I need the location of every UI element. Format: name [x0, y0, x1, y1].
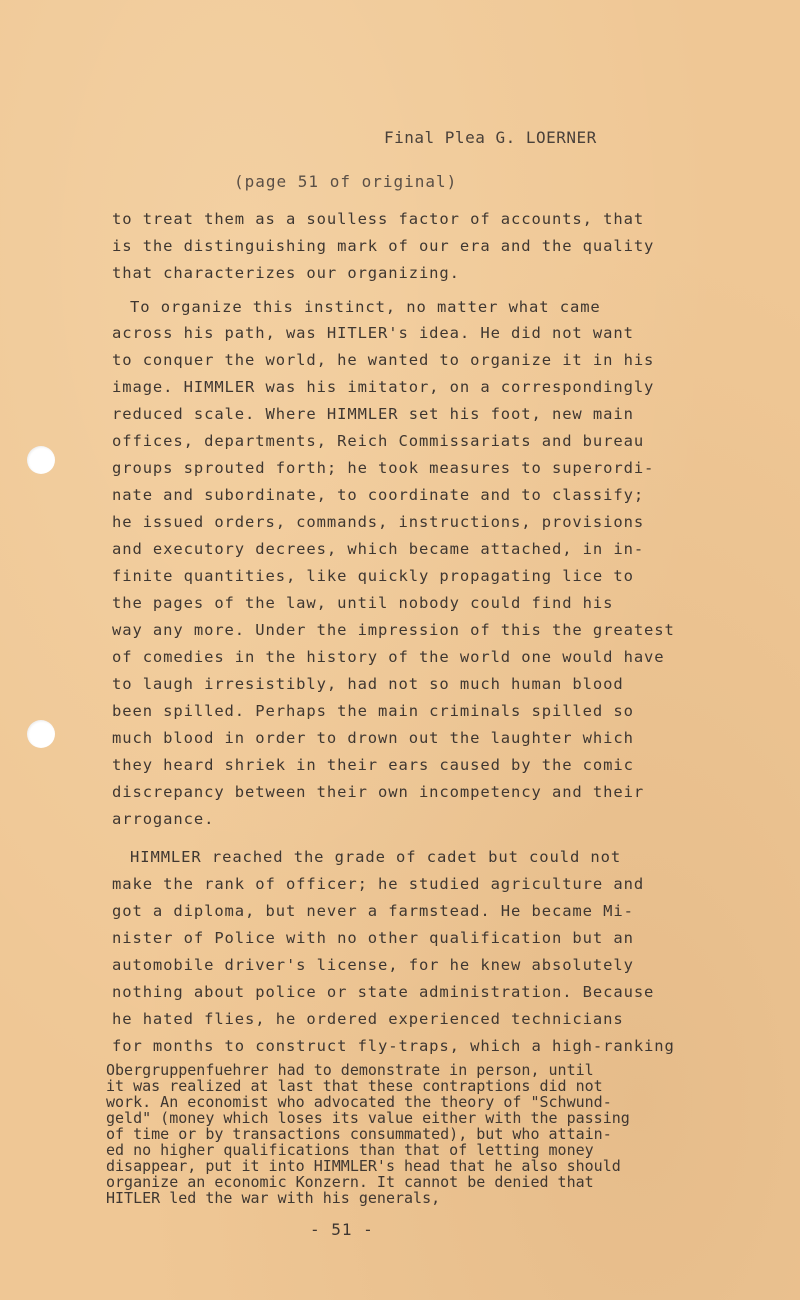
- text-line: is the distinguishing mark of our era and the quality: [112, 237, 655, 255]
- text-line: automobile driver's license, for he knew absolutely: [112, 956, 634, 974]
- text-line: it was realized at last that these contraptions did not: [106, 1077, 603, 1095]
- punch-hole: [27, 720, 55, 748]
- text-line: to conquer the world, he wanted to organize it in his: [112, 351, 655, 369]
- text-line: much blood in order to drown out the laughter which: [112, 729, 634, 747]
- text-line: offices, departments, Reich Commissariats and bureau: [112, 432, 645, 450]
- text-line: organize an economic Konzern. It cannot be denied that: [106, 1173, 594, 1191]
- text-line: HIMMLER reached the grade of cadet but could not: [130, 848, 622, 866]
- text-line: been spilled. Perhaps the main criminals spilled so: [112, 702, 634, 720]
- text-line: arrogance.: [112, 810, 215, 828]
- text-line: and executory decrees, which became attached, in in-: [112, 540, 645, 558]
- page-reference: (page 51 of original): [234, 172, 458, 191]
- text-line: for months to construct fly-traps, which a high-ranking: [112, 1037, 675, 1055]
- text-line: To organize this instinct, no matter what came: [130, 298, 601, 316]
- text-line: of time or by transactions consummated), but who attain-: [106, 1125, 612, 1143]
- text-line: make the rank of officer; he studied agriculture and: [112, 875, 645, 893]
- text-line: they heard shriek in their ears caused by the comic: [112, 756, 634, 774]
- text-line: got a diploma, but never a farmstead. He became Mi-: [112, 902, 634, 920]
- text-line: HITLER led the war with his generals,: [106, 1189, 441, 1207]
- text-line: nothing about police or state administration. Because: [112, 983, 655, 1001]
- document-header: Final Plea G. LOERNER: [384, 128, 597, 147]
- text-line: that characterizes our organizing.: [112, 264, 460, 282]
- text-line: he issued orders, commands, instructions, provisions: [112, 513, 645, 531]
- text-line: the pages of the law, until nobody could find his: [112, 594, 614, 612]
- text-line: nister of Police with no other qualification but an: [112, 929, 634, 947]
- text-line: finite quantities, like quickly propagating lice to: [112, 567, 634, 585]
- text-line: he hated flies, he ordered experienced technicians: [112, 1010, 624, 1028]
- punch-hole: [27, 446, 55, 474]
- text-line: disappear, put it into HIMMLER's head that he also should: [106, 1157, 621, 1175]
- text-line: discrepancy between their own incompetency and their: [112, 783, 645, 801]
- text-line: reduced scale. Where HIMMLER set his foot, new main: [112, 405, 634, 423]
- text-line: Obergruppenfuehrer had to demonstrate in person, until: [106, 1061, 594, 1079]
- text-line: of comedies in the history of the world one would have: [112, 648, 665, 666]
- text-line: across his path, was HITLER's idea. He did not want: [112, 324, 634, 342]
- text-line: work. An economist who advocated the theory of "Schwund-: [106, 1093, 612, 1111]
- text-line: geld" (money which loses its value either with the passing: [106, 1109, 630, 1127]
- text-line: groups sprouted forth; he took measures to superordi-: [112, 459, 655, 477]
- text-line: ed no higher qualifications than that of letting money: [106, 1141, 594, 1159]
- page-number: - 51 -: [310, 1220, 374, 1239]
- text-line: to laugh irresistibly, had not so much human blood: [112, 675, 624, 693]
- text-line: image. HIMMLER was his imitator, on a correspondingly: [112, 378, 655, 396]
- text-line: nate and subordinate, to coordinate and to classify;: [112, 486, 645, 504]
- text-line: way any more. Under the impression of this the greatest: [112, 621, 675, 639]
- text-line: to treat them as a soulless factor of accounts, that: [112, 210, 645, 228]
